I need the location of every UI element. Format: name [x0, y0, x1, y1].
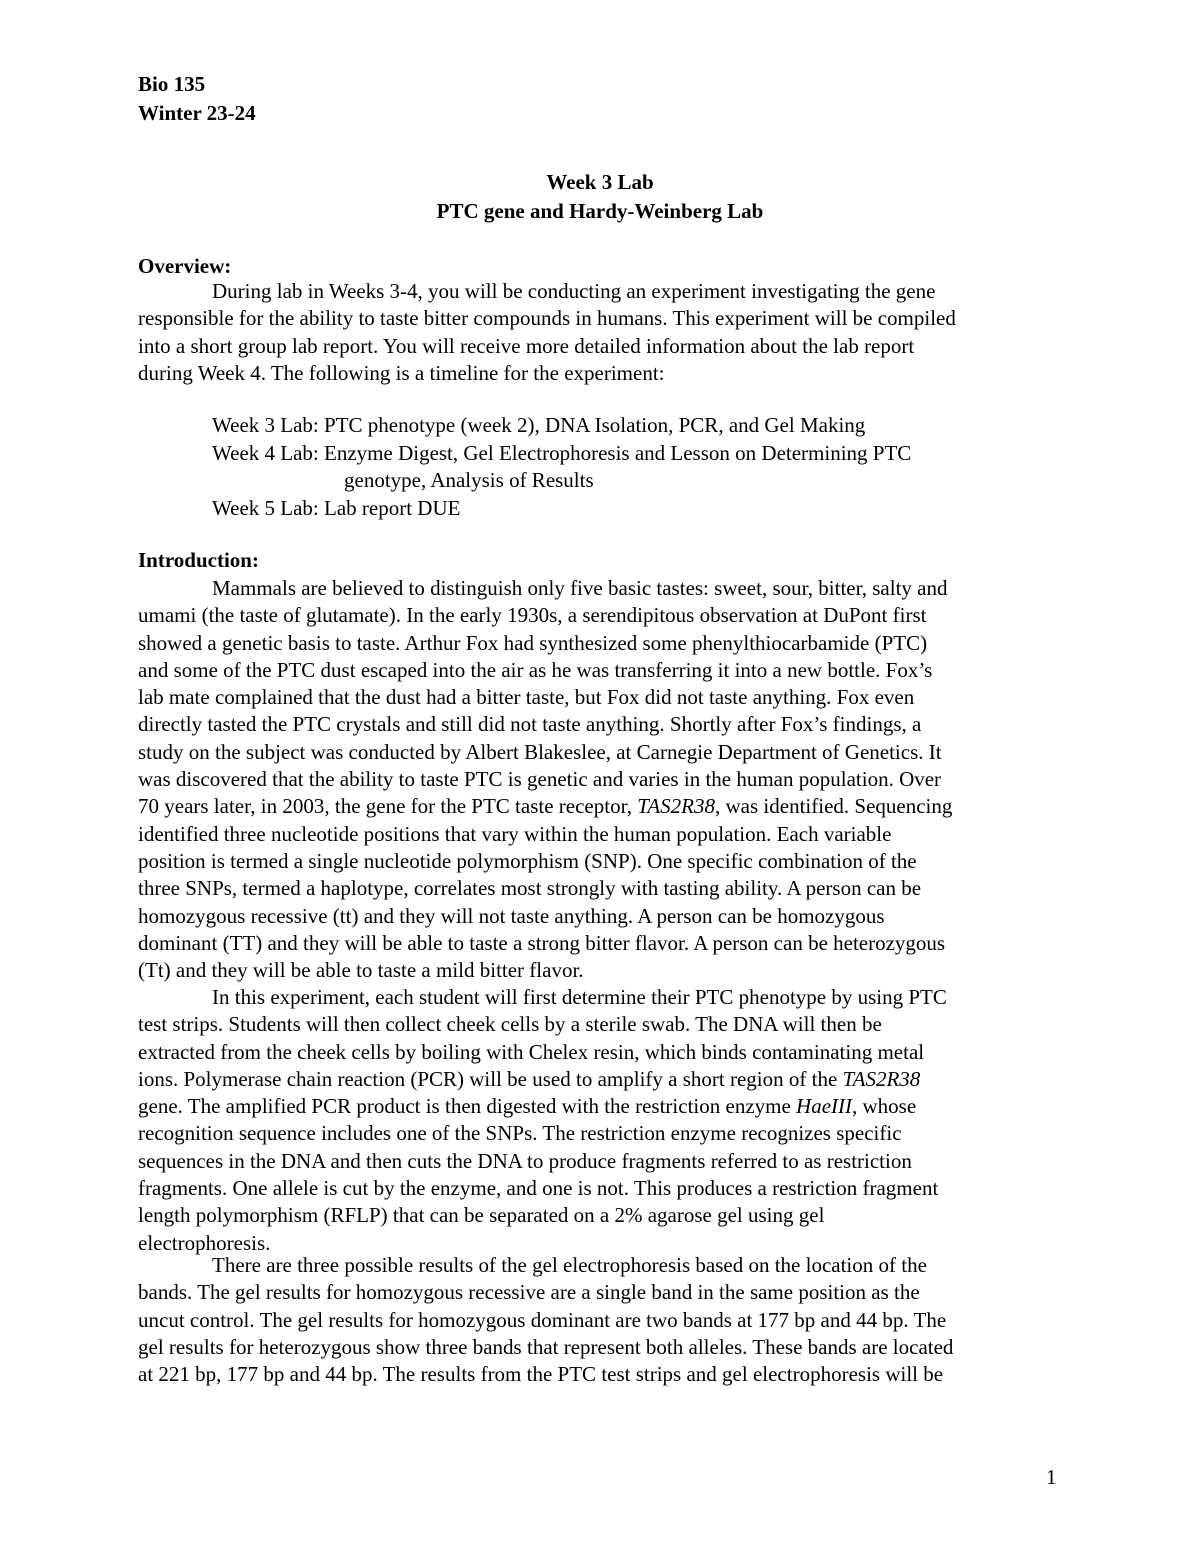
timeline-item: Week 3 Lab: PTC phenotype (week 2), DNA Isolation, PCR, and Gel Making — [212, 413, 866, 437]
intro-line: In this experiment, each student will first determine their PTC phenotype by using PTC — [212, 985, 947, 1009]
intro-line: study on the subject was conducted by Albert Blakeslee, at Carnegie Department of Genetics. It — [138, 739, 942, 764]
intro-text: , was identified. Sequencing — [715, 794, 953, 819]
intro-line: test strips. Students will then collect cheek cells by a sterile swab. The DNA will then be — [138, 1012, 882, 1037]
gene-name: TAS2R38 — [842, 1066, 921, 1091]
intro-line: directly tasted the PTC crystals and still did not taste anything. Shortly after Fox’s findings, a — [138, 712, 922, 737]
timeline — [212, 412, 911, 522]
timeline-item: Week 4 Lab: Enzyme Digest, Gel Electrophoresis and Lesson on Determining PTC — [212, 440, 912, 465]
introduction-paragraph-2 — [138, 984, 1060, 1257]
title-line-2: PTC gene and Hardy-Weinberg Lab — [436, 199, 764, 223]
title-line-1: Week 3 Lab — [546, 170, 654, 194]
intro-line: was discovered that the ability to taste PTC is genetic and varies in the human population. Over — [138, 767, 942, 792]
intro-line: fragments. One allele is cut by the enzyme, and one is not. This produces a restriction fragment — [138, 1176, 939, 1201]
intro-line: three SNPs, termed a haplotype, correlates most strongly with tasting ability. A person can be — [138, 876, 922, 901]
intro-text: , whose — [852, 1094, 917, 1119]
intro-line: (Tt) and they will be able to taste a mild bitter flavor. — [138, 958, 584, 983]
page-number: 1 — [1046, 1465, 1057, 1489]
overview-line: during Week 4. The following is a timeline for the experiment: — [138, 360, 665, 385]
intro-line: electrophoresis. — [138, 1230, 271, 1255]
intro-line: identified three nucleotide positions that vary within the human population. Each variable — [138, 821, 892, 846]
intro-text: gene. The amplified PCR product is then digested with the restriction enzyme — [138, 1094, 797, 1119]
intro-line — [138, 1093, 1060, 1120]
document-title — [0, 168, 1200, 226]
intro-line: recognition sequence includes one of the SNPs. The restriction enzyme recognizes specific — [138, 1121, 902, 1146]
intro-line — [138, 1066, 1060, 1093]
course-header — [138, 70, 256, 128]
intro-line: sequences in the DNA and then cuts the DNA to produce fragments referred to as restriction — [138, 1148, 912, 1173]
intro-line: at 221 bp, 177 bp and 44 bp. The results from the PTC test strips and gel electrophoresis will be — [138, 1362, 944, 1387]
overview-line: During lab in Weeks 3-4, you will be conducting an experiment investigating the gene — [212, 279, 936, 303]
overview-line: responsible for the ability to taste bitter compounds in humans. This experiment will be compiled — [138, 306, 956, 331]
intro-line: dominant (TT) and they will be able to taste a strong bitter flavor. A person can be heterozygous — [138, 930, 946, 955]
intro-line: length polymorphism (RFLP) that can be separated on a 2% agarose gel using gel — [138, 1203, 825, 1228]
timeline-item: Week 5 Lab: Lab report DUE — [212, 495, 461, 520]
intro-line — [138, 793, 1060, 820]
intro-text: ions. Polymerase chain reaction (PCR) will be used to amplify a short region of the — [138, 1066, 843, 1091]
intro-line: and some of the PTC dust escaped into the air as he was transferring it into a new bottle. Fox’s — [138, 657, 933, 682]
intro-line: position is termed a single nucleotide polymorphism (SNP). One specific combination of the — [138, 848, 917, 873]
course-term: Winter 23-24 — [138, 101, 256, 125]
intro-text: 70 years later, in 2003, the gene for the PTC taste receptor, — [138, 794, 638, 819]
intro-line: extracted from the cheek cells by boiling with Chelex resin, which binds contaminating metal — [138, 1039, 925, 1064]
enzyme-name: HaeIII — [796, 1094, 853, 1119]
intro-line: Mammals are believed to distinguish only five basic tastes: sweet, sour, bitter, salty and — [212, 576, 948, 600]
intro-line: gel results for heterozygous show three bands that represent both alleles. These bands are located — [138, 1334, 954, 1359]
intro-line: umami (the taste of glutamate). In the early 1930s, a serendipitous observation at DuPont first — [138, 603, 927, 628]
overview-line: into a short group lab report. You will receive more detailed information about the lab report — [138, 333, 915, 358]
introduction-heading: Introduction: — [138, 548, 259, 572]
overview-paragraph — [138, 278, 1060, 387]
intro-line: lab mate complained that the dust had a bitter taste, but Fox did not taste anything. Fox even — [138, 685, 915, 710]
introduction-paragraph-3 — [138, 1252, 1060, 1388]
course-name: Bio 135 — [138, 72, 206, 96]
intro-line: uncut control. The gel results for homozygous dominant are two bands at 177 bp and 44 bp. The — [138, 1307, 947, 1332]
intro-line: showed a genetic basis to taste. Arthur Fox had synthesized some phenylthiocarbamide (PTC) — [138, 630, 928, 655]
timeline-item-continuation: genotype, Analysis of Results — [344, 468, 594, 492]
gene-name: TAS2R38 — [637, 794, 716, 819]
intro-line: homozygous recessive (tt) and they will not taste anything. A person can be homozygous — [138, 903, 885, 928]
intro-line: There are three possible results of the gel electrophoresis based on the location of the — [212, 1253, 927, 1277]
introduction-paragraph-1 — [138, 575, 1060, 984]
intro-line: bands. The gel results for homozygous recessive are a single band in the same position as the — [138, 1280, 920, 1305]
overview-heading: Overview: — [138, 254, 232, 278]
